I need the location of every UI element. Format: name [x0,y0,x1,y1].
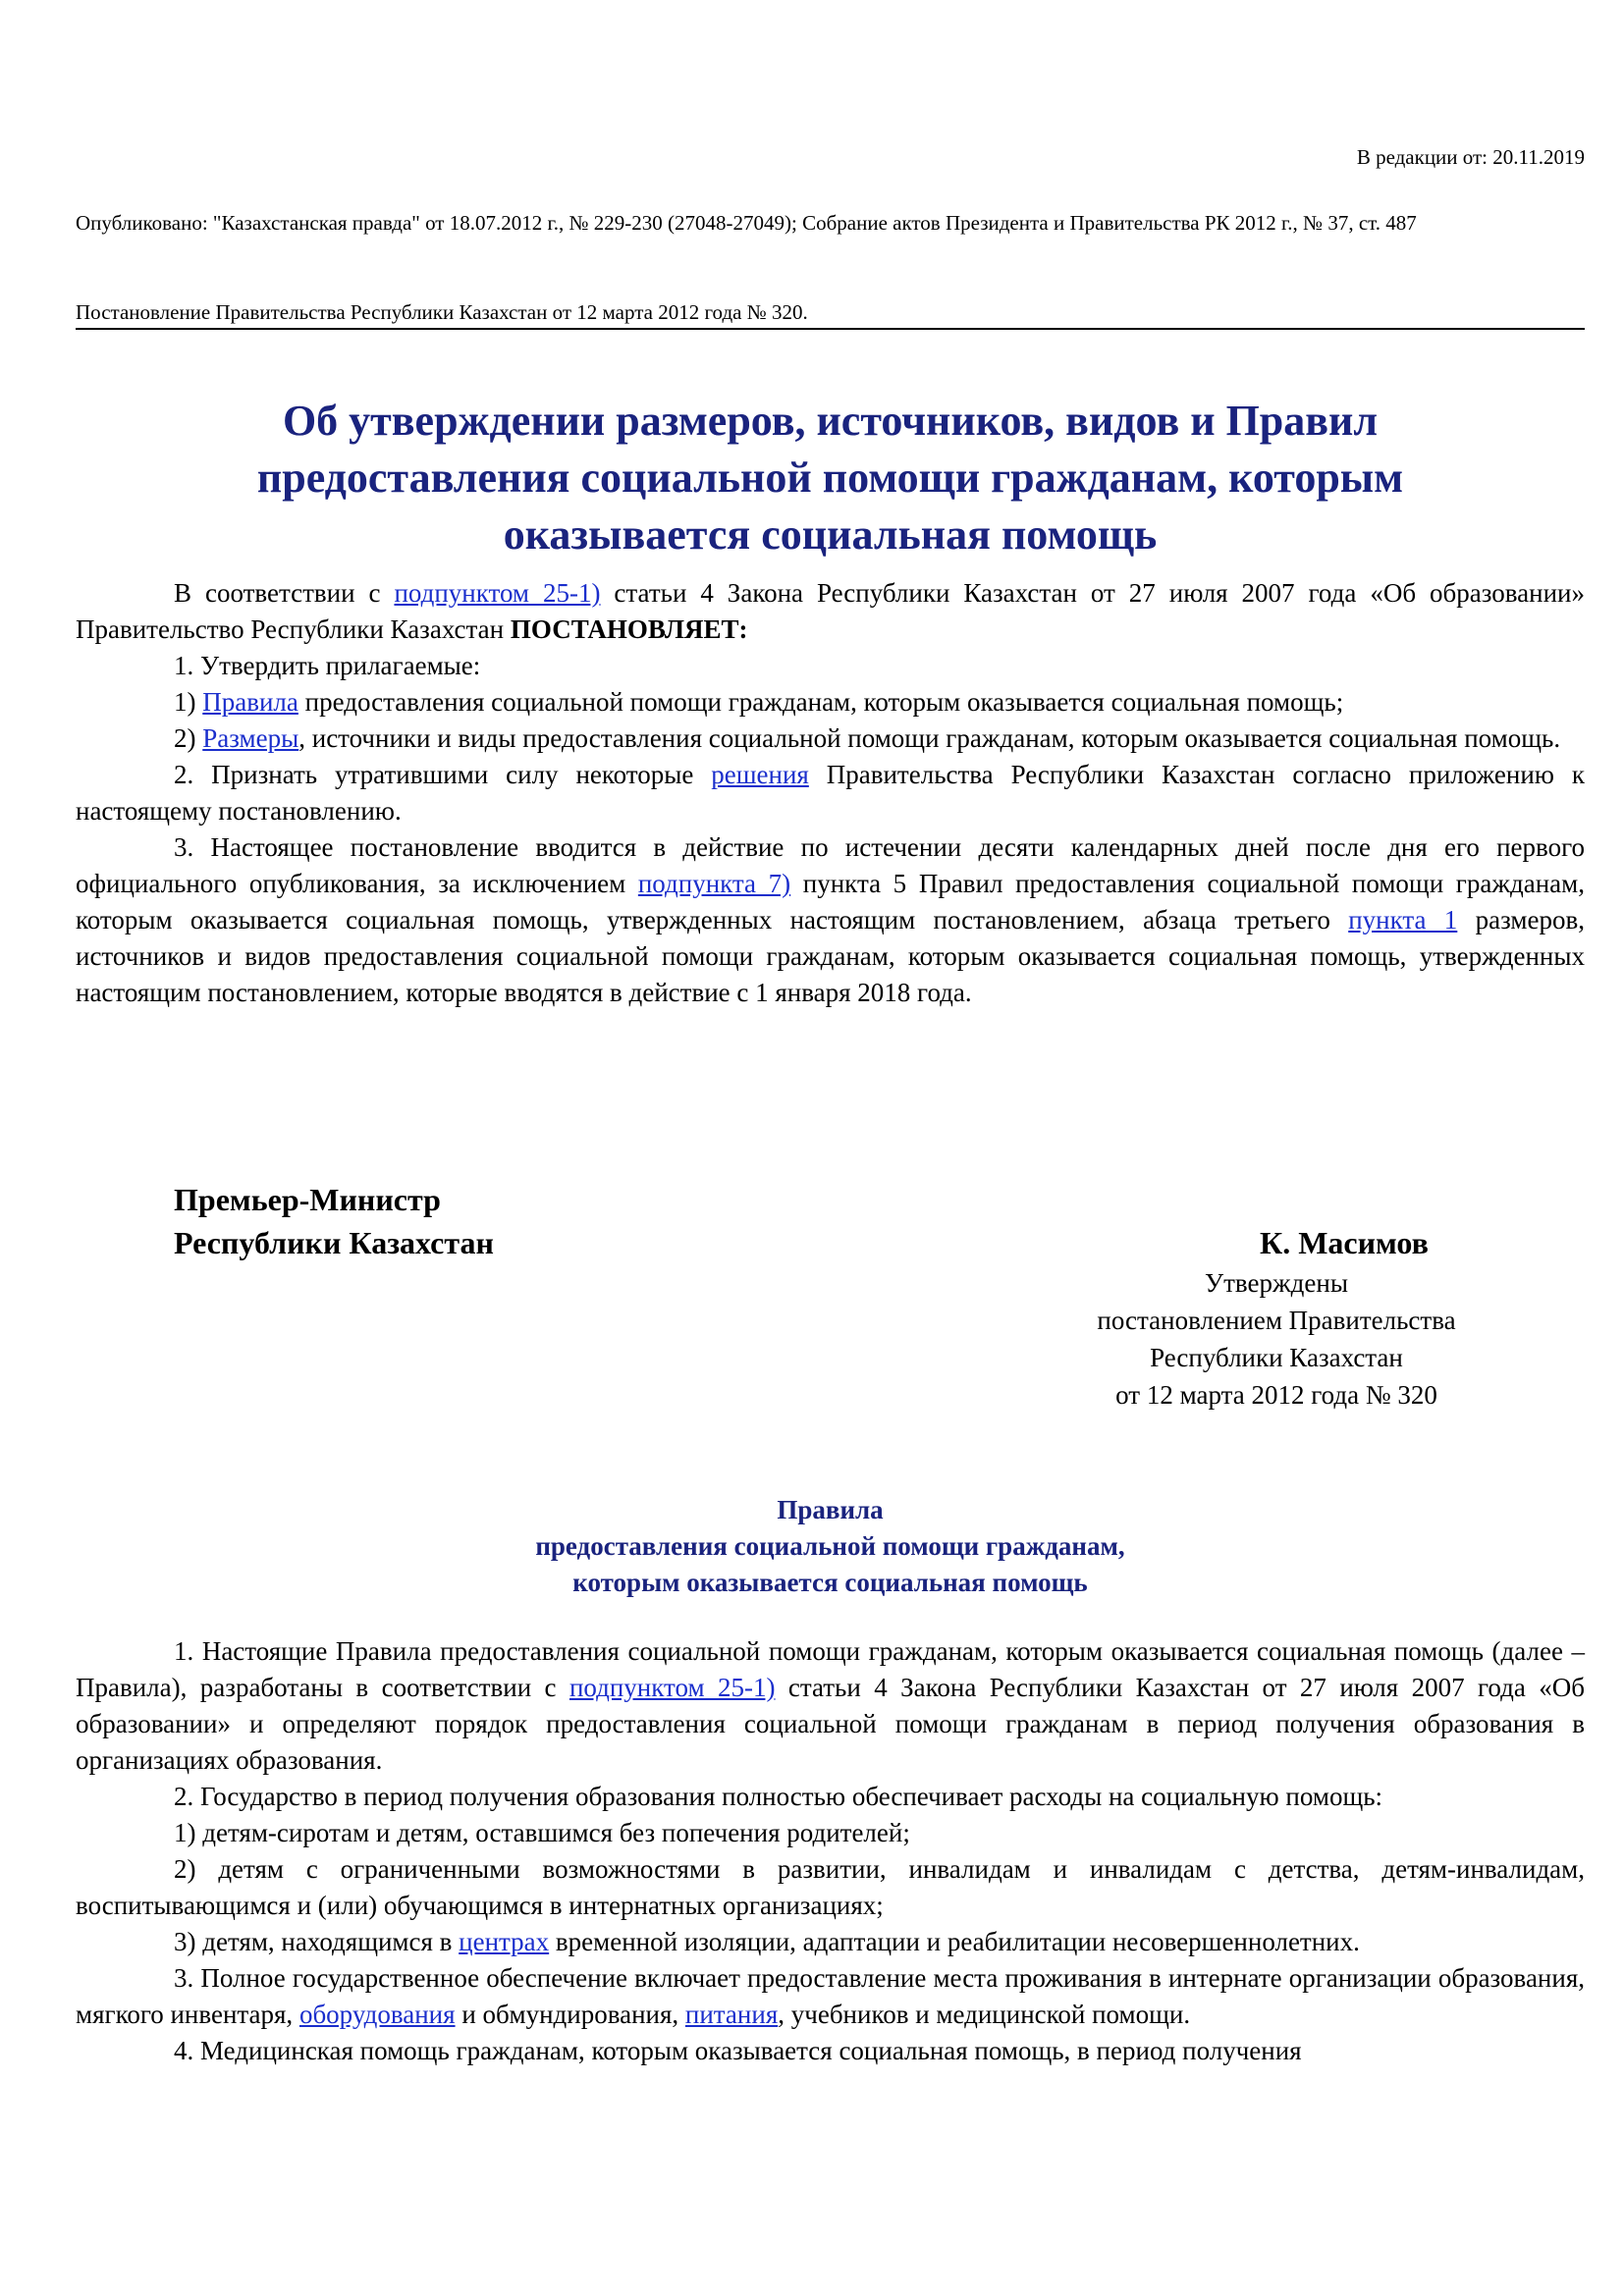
approved-line-2: постановлением Правительства [1097,1306,1456,1335]
redaction-date: В редакции от: 20.11.2019 [1356,145,1585,169]
title-line-3: оказывается социальная помощь [503,510,1158,559]
signature-position [174,1178,494,1264]
paragraph-preamble: В соответствии с подпунктом 25-1) статьи 4 Закона Республики Казахстан от 27 июля 2007 года «Об образовании» Правительство Республики Казахстан ПОСТАНОВЛЯЕТ: [76,578,1585,644]
rules-body [76,1633,1585,2069]
approved-line-3: Республики Казахстан [1150,1343,1403,1372]
paragraph-1: 1. Утвердить прилагаемые: [174,651,481,680]
rule-2: 2. Государство в период получения образования полностью обеспечивает расходы на социальную помощь: [174,1782,1383,1811]
paragraph-2: 2. Признать утратившими силу некоторые решения Правительства Республики Казахстан согласно приложению к настоящему постановлению. [76,760,1585,826]
rule-3: 3. Полное государственное обеспечение включает предоставление места проживания в интернате организации образования, мягкого инвентаря, оборудования и обмундирования, питания, учебников и медицинской помощи. [76,1963,1585,2029]
rules-title-line-1: Правила [777,1495,884,1524]
link-nutrition[interactable]: питания [684,2000,779,2029]
rule-4: 4. Медицинская помощь гражданам, которым оказывается социальная помощь, в период получения [174,2036,1302,2065]
signature-name: К. Масимов [1260,1225,1429,1260]
signature-position-line-1: Премьер-Министр [174,1182,441,1217]
paragraph-3: 3. Настоящее постановление вводится в действие по истечении десяти календарных дней после дня его первого официального опубликования, за исключением подпункта 7) пункта 5 Правил предоставления социальной помощи гражданам, которым оказывается социальная помощь, утвержденных настоящим постановлением, абзаца третьего пункта 1 размеров, источников и видов предоставления социальной помощи гражданам, которым оказывается социальная помощь, утвержденных настоящим постановлением, которые вводятся в действие с 1 января 2018 года. [76,832,1585,1007]
link-equipment[interactable]: оборудования [298,2000,456,2029]
rule-2-3: 3) детям, находящимся в центрах временной изоляции, адаптации и реабилитации несовершеннолетних. [174,1927,1360,1956]
link-sizes[interactable]: Размеры [202,723,299,753]
publication-info: Опубликовано: "Казахстанская правда" от 18.07.2012 г., № 229-230 (27048-27049); Собрание актов Президента и Правительства РК 2012 г., № 37, ст. 487 [76,211,1417,235]
link-rules[interactable]: Правила [202,687,298,717]
paragraph-1-2: 2) Размеры, источники и виды предоставления социальной помощи гражданам, которым оказывается социальная помощь. [174,723,1561,753]
link-paragraph-1[interactable]: пункта 1 [1348,905,1458,934]
rule-1: 1. Настоящие Правила предоставления социальной помощи гражданам, которым оказывается социальная помощь (далее – Правила), разработаны в соответствии с подпунктом 25-1) статьи 4 Закона Республики Казахстан от 27 июля 2007 года «Об образовании» и определяют порядок предоставления социальной помощи гражданам в период получения образования в организациях образования. [76,1636,1585,1775]
paragraph-1-1: 1) Правила предоставления социальной помощи гражданам, которым оказывается социальная помощь; [174,687,1344,717]
link-rule-subparagraph-25-1[interactable]: подпунктом 25-1) [568,1673,776,1702]
approved-line-1: Утверждены [1205,1268,1348,1298]
title-line-1: Об утверждении размеров, источников, видов и Правил [282,397,1379,445]
link-subparagraph-7[interactable]: подпункта 7) [637,869,791,898]
rule-2-2: 2) детям с ограниченными возможностями в развитии, инвалидам и инвалидам с детства, детям-инвалидам, воспитывающимся и (или) обучающимся в интернатных организациях; [76,1854,1585,1920]
resolution-body [76,575,1585,1011]
document-title [76,393,1585,563]
rules-title-line-2: предоставления социальной помощи гражданам, [535,1531,1125,1561]
rules-title [76,1492,1585,1601]
resolution-reference: Постановление Правительства Республики Казахстан от 12 марта 2012 года № 320. [76,298,1585,330]
approval-stamp [982,1264,1571,1414]
title-line-2: предоставления социальной помощи гражданам, которым [256,454,1404,502]
link-subparagraph-25-1[interactable]: подпунктом 25-1) [394,578,601,608]
decree-word: ПОСТАНОВЛЯЕТ: [510,614,748,644]
rule-2-1: 1) детям-сиротам и детям, оставшимся без попечения родителей; [174,1818,910,1847]
approved-line-4: от 12 марта 2012 года № 320 [1115,1380,1437,1410]
signature-position-line-2: Республики Казахстан [174,1225,494,1260]
link-centers[interactable]: центрах [459,1927,550,1956]
rules-title-line-3: которым оказывается социальная помощь [572,1568,1088,1597]
link-decisions[interactable]: решения [711,760,809,789]
